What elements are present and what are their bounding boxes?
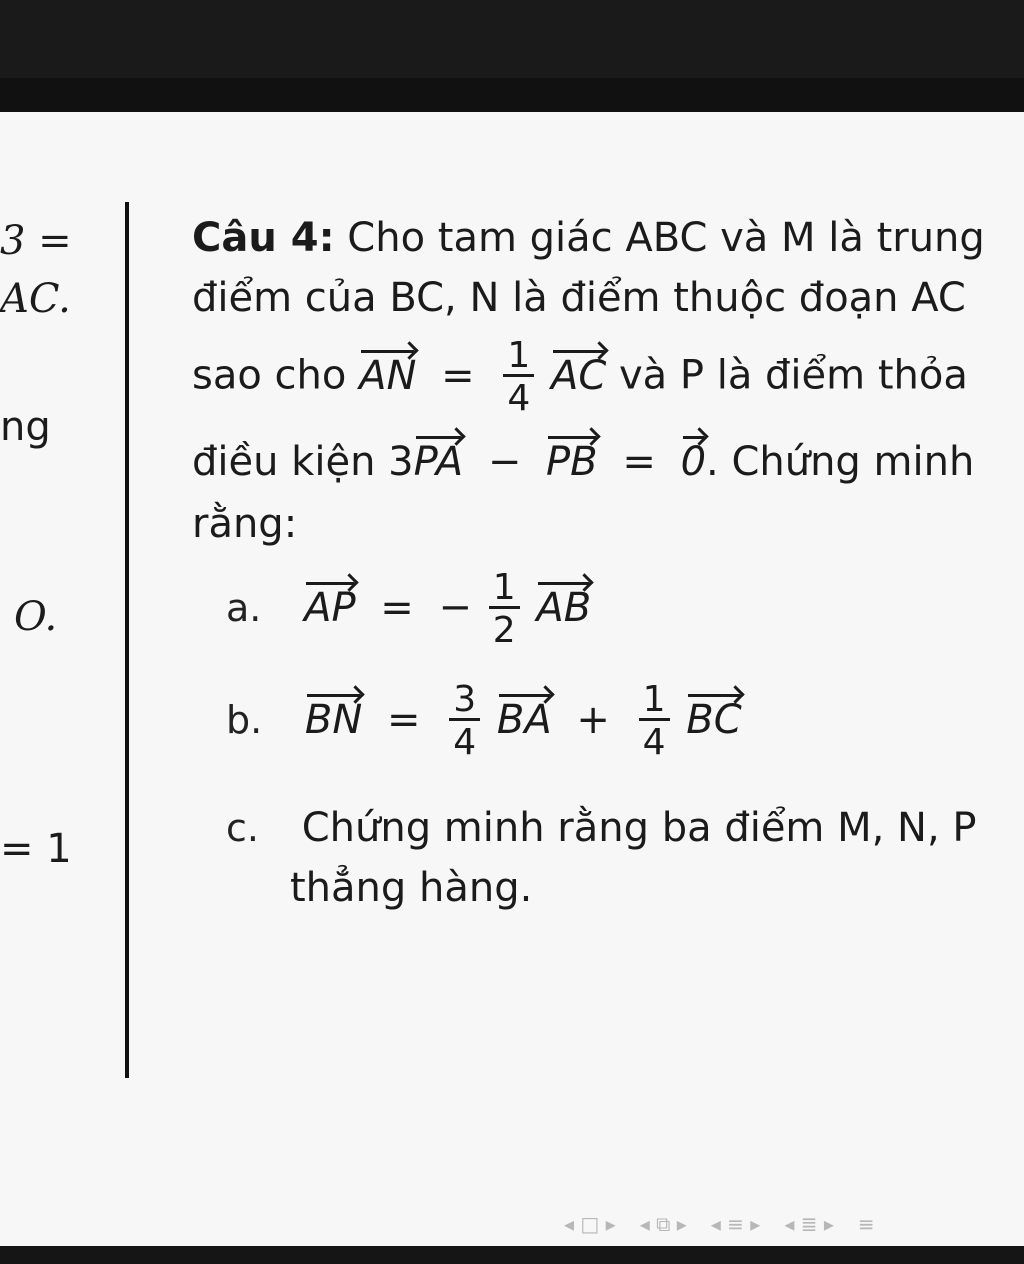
nav-prev-frame-icon[interactable]: ◂ □ ▸: [564, 1212, 616, 1236]
nav-prev-section-icon[interactable]: ◂ ≡ ▸: [710, 1212, 761, 1236]
item-b: b. BN = $\frac{3}{4}$ BA + $\frac{1}{4}$ BC: [226, 679, 742, 763]
item-c: c. Chứng minh rằng ba điểm M, N, P: [226, 805, 977, 851]
question-line-2: [192, 275, 966, 321]
vector-BN: BN: [304, 696, 363, 743]
vector-BA: BA: [496, 696, 552, 743]
left-fragment-3: ng: [0, 404, 51, 450]
vector-AN: AN: [359, 352, 417, 399]
vector-BC: BC: [686, 696, 742, 743]
nav-toc-icon[interactable]: ≡: [857, 1212, 875, 1236]
question-line-5: rằng:: [192, 501, 298, 547]
fraction-1-4-b: $\frac{1}{4}$: [639, 682, 670, 761]
vector-PB: PB: [546, 439, 598, 485]
left-fragment-1: 3 =: [0, 218, 72, 264]
left-fragment-4: O.: [14, 594, 58, 640]
vector-AP: AP: [304, 584, 356, 631]
question-label: Câu 4:: [192, 215, 335, 261]
beamer-navigation: [564, 1212, 875, 1236]
fraction-1-2: $\frac{1}{2}$: [489, 570, 520, 649]
question-text-2: điểm của BC, N là điểm thuộc đoạn AC: [192, 275, 966, 321]
item-c-cont: thẳng hàng.: [290, 865, 533, 911]
question-line-3: sao cho AN = $\frac{1}{4}$ AC và P là điểm thỏa: [192, 335, 968, 419]
nav-prev-subsection-icon[interactable]: ◂ ⧉ ▸: [639, 1212, 687, 1236]
question-line-1: [192, 215, 985, 261]
video-top-bar: [0, 0, 1024, 112]
left-fragment-5: = 1: [0, 826, 72, 872]
video-bottom-bar: [0, 1246, 1024, 1264]
vector-AC: AC: [550, 352, 607, 399]
vector-PA: PA: [413, 439, 464, 485]
item-a: a. AP = − $\frac{1}{2}$ AB: [226, 567, 592, 651]
vector-AB: AB: [536, 584, 592, 631]
fraction-1-4: $\frac{1}{4}$: [503, 338, 534, 417]
column-divider: [125, 202, 129, 1078]
slide: [0, 112, 1024, 1246]
question-text-1: Cho tam giác ABC và M là trung: [347, 215, 985, 261]
question-line-4: điều kiện 3PA − PB = 0. Chứng minh: [192, 439, 975, 485]
fraction-3-4: $\frac{3}{4}$: [449, 682, 480, 761]
vector-zero: 0: [680, 439, 707, 485]
nav-next-section-icon[interactable]: ◂ ≣ ▸: [784, 1212, 834, 1236]
left-fragment-2: AC.: [0, 276, 71, 322]
